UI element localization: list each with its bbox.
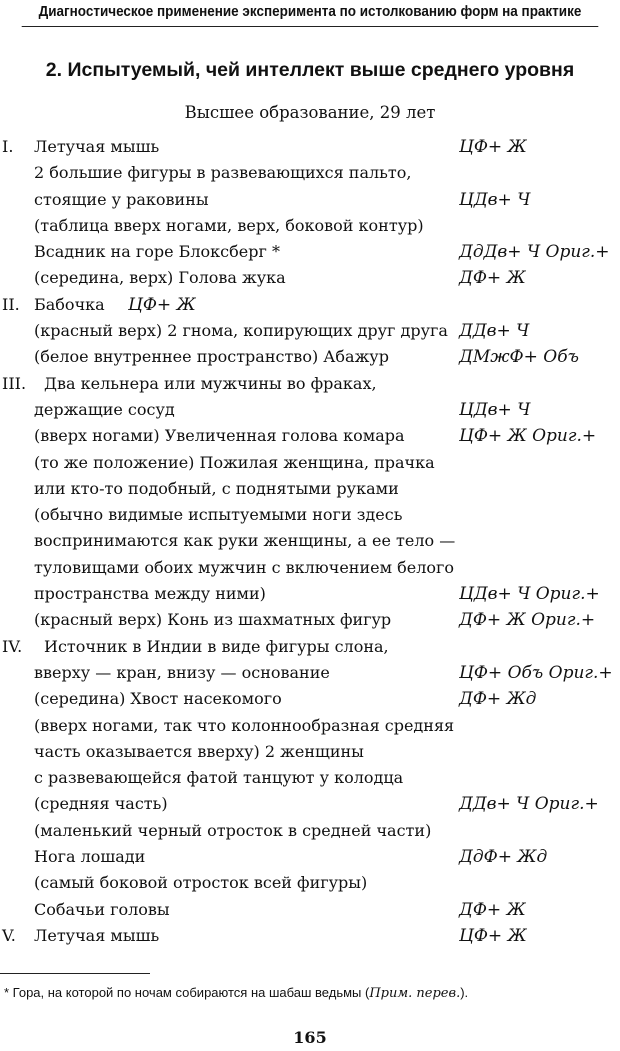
response-code: ДДв+ Ч xyxy=(459,321,530,342)
response-text: стоящие у раковины xyxy=(34,189,209,209)
protocol-row xyxy=(0,292,620,318)
response-text: держащие сосуд xyxy=(34,399,175,419)
response-text: пространства между ними) xyxy=(34,584,266,604)
footnote-end: ). xyxy=(460,985,469,1000)
response-code: ДМжФ+ Объ xyxy=(459,347,579,368)
response-code: ЦДв+ Ч xyxy=(459,399,531,420)
response-text: (белое внутреннее пространство) Абажур xyxy=(34,347,389,367)
response-text: (вверх ногами, так что колоннообразная средняя xyxy=(34,715,455,735)
protocol-row xyxy=(0,239,620,265)
response-text: вверху — кран, внизу — основание xyxy=(34,662,330,682)
footnote xyxy=(4,983,468,1004)
card-number: IV. xyxy=(2,636,23,656)
protocol-row xyxy=(0,450,620,476)
protocol-row xyxy=(0,397,620,423)
protocol-row xyxy=(0,607,620,633)
response-text: Всадник на горе Блоксберг * xyxy=(34,242,280,262)
response-text: воспринимаются как руки женщины, а ее тело — xyxy=(34,531,456,551)
response-text: 2 большие фигуры в развевающихся пальто, xyxy=(34,163,412,183)
response-text: Собачьи головы xyxy=(34,899,170,919)
protocol-row xyxy=(0,371,620,397)
response-code: ДФ+ Жд xyxy=(459,689,537,710)
protocol-row xyxy=(0,686,620,712)
response-text: (красный верх) 2 гнома, копирующих друг друга xyxy=(34,321,448,341)
protocol-row xyxy=(0,134,620,160)
response-code: ДдДв+ Ч Ориг.+ xyxy=(459,242,610,263)
response-code: ЦФ+ Ж xyxy=(128,294,196,315)
protocol-list xyxy=(0,134,620,949)
protocol-row xyxy=(0,897,620,923)
protocol-row xyxy=(0,502,620,528)
card-number: III. xyxy=(2,373,27,393)
protocol-row xyxy=(0,634,620,660)
response-text: с развевающейся фатой танцуют у колодца xyxy=(34,768,404,788)
response-code: ДдФ+ Жд xyxy=(459,847,548,868)
response-text: или кто-то подобный, с поднятыми руками xyxy=(34,478,399,498)
protocol-row xyxy=(0,581,620,607)
protocol-row xyxy=(0,344,620,370)
footnote-rule xyxy=(0,973,150,974)
response-text: туловищами обоих мужчин с включением белого xyxy=(34,557,455,577)
response-text: (средняя часть) xyxy=(34,794,168,814)
response-code: ЦДв+ Ч Ориг.+ xyxy=(459,584,600,605)
protocol-row xyxy=(0,160,620,186)
response-text: Два кельнера или мужчины во фраках, xyxy=(44,373,377,393)
response-code: ЦФ+ Объ Ориг.+ xyxy=(459,662,613,683)
card-number: V. xyxy=(2,925,16,945)
running-head: Диагностическое применение эксперимента по истолкованию форм на практике xyxy=(22,0,599,27)
response-text: (красный верх) Конь из шахматных фигур xyxy=(34,610,392,630)
response-text: (самый боковой отросток всей фигуры) xyxy=(34,873,368,893)
response-text: Летучая мышь xyxy=(34,137,160,156)
response-text: Нога лошади xyxy=(34,847,146,867)
protocol-row xyxy=(0,844,620,870)
response-code: ЦФ+ Ж xyxy=(459,925,527,946)
protocol-row xyxy=(0,423,620,449)
page-number: 165 xyxy=(293,1028,327,1047)
card-number: I. xyxy=(2,137,14,156)
response-code: ДФ+ Ж Ориг.+ xyxy=(459,610,596,631)
protocol-row xyxy=(0,476,620,502)
response-code: ЦФ+ Ж xyxy=(459,137,527,157)
protocol-row xyxy=(0,213,620,239)
protocol-row xyxy=(0,923,620,949)
protocol-row xyxy=(0,660,620,686)
response-code: ЦФ+ Ж Ориг.+ xyxy=(459,426,597,447)
response-code: ДФ+ Ж xyxy=(459,268,526,289)
response-text: Источник в Индии в виде фигуры слона, xyxy=(44,636,389,656)
protocol-row xyxy=(0,791,620,817)
response-code: ДФ+ Ж xyxy=(459,899,526,920)
protocol-row xyxy=(0,265,620,291)
response-text: (вверх ногами) Увеличенная голова комара xyxy=(34,426,405,446)
response-text: (таблица вверх ногами, верх, боковой контур) xyxy=(34,215,424,235)
protocol-row xyxy=(0,318,620,344)
protocol-row xyxy=(0,818,620,844)
protocol-row xyxy=(0,765,620,791)
protocol-row xyxy=(0,555,620,581)
response-code: ДДв+ Ч Ориг.+ xyxy=(459,794,599,815)
subtitle: Высшее образование, 29 лет xyxy=(184,103,436,122)
footnote-italic: Прим. перев. xyxy=(369,986,461,1001)
section-title: 2. Испытуемый, чей интеллект выше среднего уровня xyxy=(45,59,575,81)
card-number: II. xyxy=(2,294,20,314)
protocol-row xyxy=(0,739,620,765)
protocol-row xyxy=(0,870,620,896)
response-text: Бабочка xyxy=(34,294,105,314)
response-text: (маленький черный отросток в средней части) xyxy=(34,820,432,840)
response-text: (середина, верх) Голова жука xyxy=(34,268,286,288)
response-text: часть оказывается вверху) 2 женщины xyxy=(34,741,364,761)
response-text: Летучая мышь xyxy=(34,925,160,945)
response-code: ЦДв+ Ч xyxy=(459,189,531,210)
protocol-row xyxy=(0,713,620,739)
protocol-row xyxy=(0,187,620,213)
footnote-text: * Гора, на которой по ночам собираются на шабаш ведьмы ( xyxy=(4,985,370,1000)
protocol-row xyxy=(0,528,620,554)
response-text: (то же положение) Пожилая женщина, прачка xyxy=(34,452,435,472)
response-text: (обычно видимые испытуемыми ноги здесь xyxy=(34,505,403,525)
response-text: (середина) Хвост насекомого xyxy=(34,689,282,709)
